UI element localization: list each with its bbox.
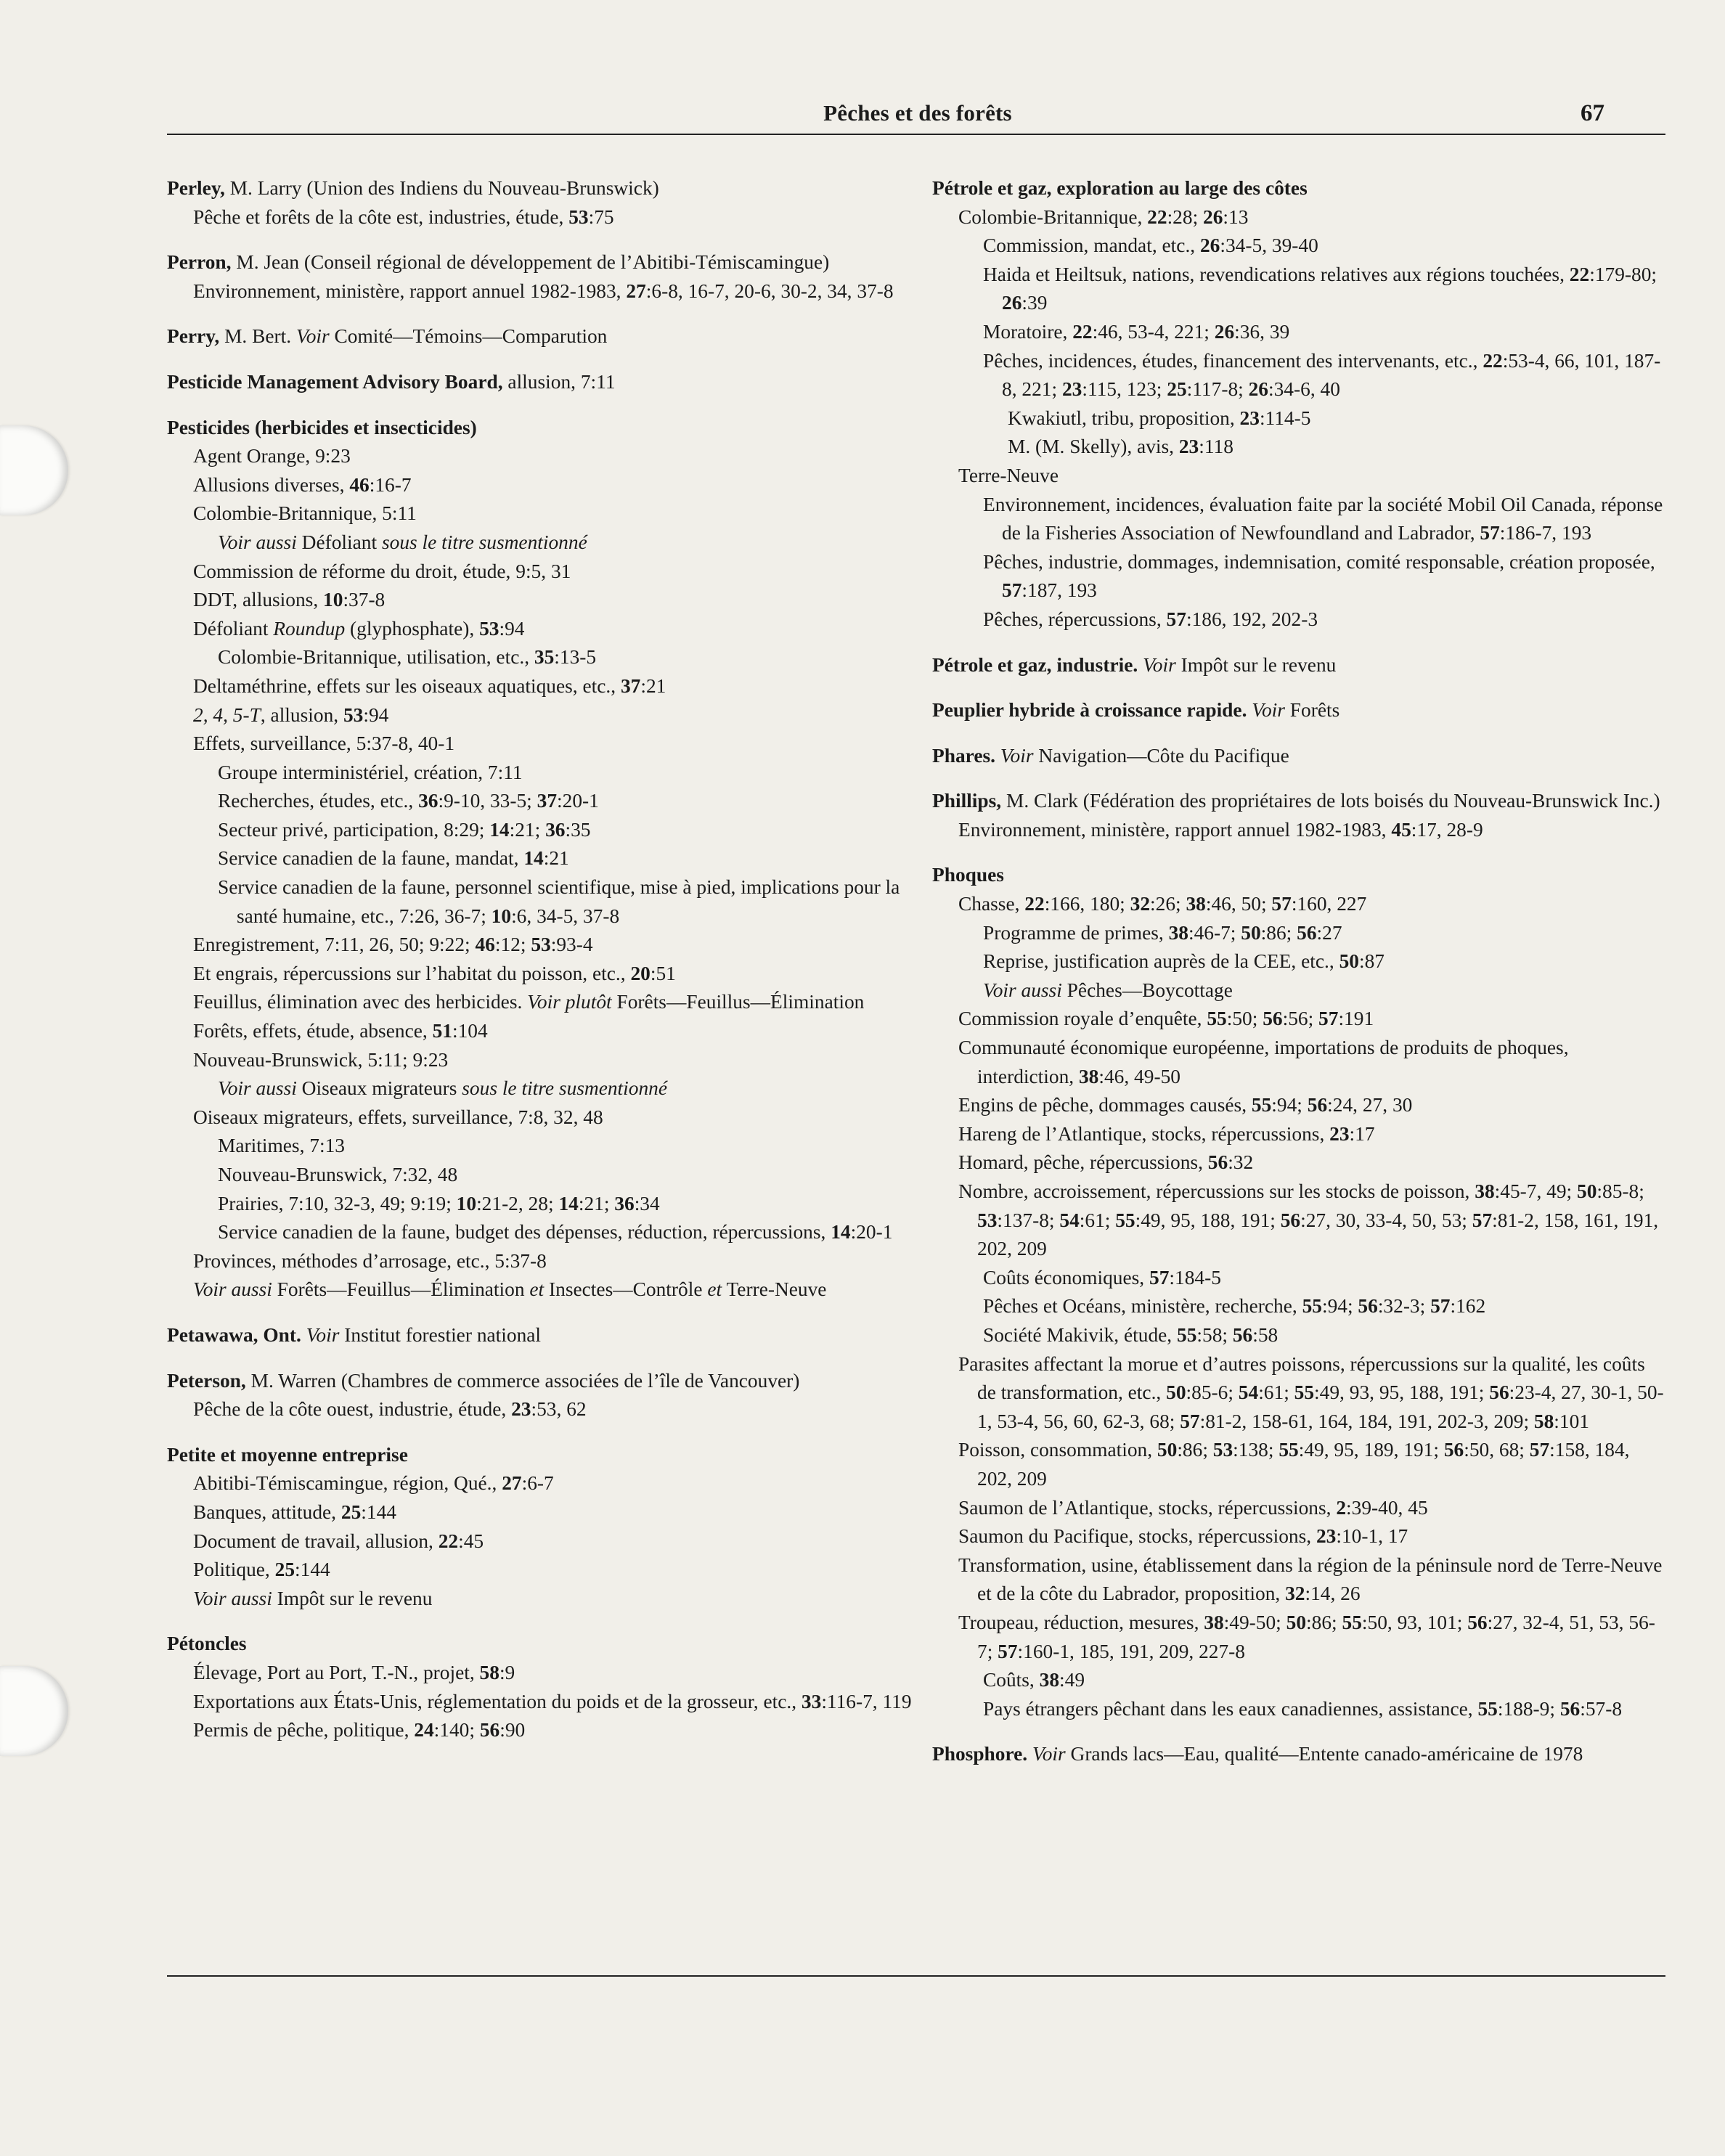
index-subentry: Pêche et forêts de la côte est, industries, étude, 53:75 bbox=[193, 205, 614, 228]
index-subentry: Effets, surveillance, 5:37-8, 40-1 bbox=[193, 732, 455, 755]
index-subentry: DDT, allusions, 10:37-8 bbox=[193, 589, 386, 611]
index-subentry: Pêches, incidences, études, financement des intervenants, etc., 22:53-4, 66, 101, 187-8, 221; 23:115, 123; 25:117-8; 26:34-6, 40 bbox=[983, 349, 1661, 401]
index-subentry: Deltaméthrine, effets sur les oiseaux aquatiques, etc., 37:21 bbox=[193, 674, 666, 697]
index-subentry: Saumon de l’Atlantique, stocks, répercussions, 2:39-40, 45 bbox=[958, 1496, 1428, 1519]
index-subentry: Haida et Heiltsuk, nations, revendications relatives aux régions touchées, 22:179-80; 26:39 bbox=[983, 263, 1657, 314]
index-heading: Pétrole et gaz, industrie. Voir Impôt sur le revenu bbox=[932, 653, 1337, 676]
index-heading: Pesticide Management Advisory Board, allusion, 7:11 bbox=[167, 370, 616, 393]
index-heading: Phares. Voir Navigation—Côte du Pacifique bbox=[932, 744, 1289, 767]
index-subentry: Enregistrement, 7:11, 26, 50; 9:22; 46:12; 53:93-4 bbox=[193, 934, 593, 956]
index-subentry: Abitibi-Témiscamingue, région, Qué., 27:6-7 bbox=[193, 1472, 554, 1495]
index-subentry: Prairies, 7:10, 32-3, 49; 9:19; 10:21-2, 28; 14:21; 36:34 bbox=[218, 1192, 660, 1214]
index-subentry: Pêche de la côte ouest, industrie, étude, 23:53, 62 bbox=[193, 1398, 587, 1421]
index-heading: Petawawa, Ont. Voir Institut forestier national bbox=[167, 1323, 542, 1346]
index-subentry: Moratoire, 22:46, 53-4, 221; 26:36, 39 bbox=[983, 320, 1290, 343]
index-subentry: Commission royale d’enquête, 55:50; 56:56; 57:191 bbox=[958, 1008, 1374, 1030]
index-subentry: Coûts économiques, 57:184-5 bbox=[983, 1266, 1221, 1289]
index-subentry: Hareng de l’Atlantique, stocks, répercussions, 23:17 bbox=[958, 1122, 1375, 1145]
binder-hole-bottom bbox=[0, 1666, 68, 1756]
index-subentry: Exportations aux États-Unis, réglementation du poids et de la grosseur, etc., 33:116-7, 119 bbox=[193, 1690, 912, 1712]
index-subentry: Voir aussi Pêches—Boycottage bbox=[983, 979, 1233, 1001]
index-subentry: Agent Orange, 9:23 bbox=[193, 445, 351, 467]
index-subentry: Service canadien de la faune, budget des dépenses, réduction, répercussions, 14:20-1 bbox=[218, 1221, 893, 1244]
index-subentry: Permis de pêche, politique, 24:140; 56:90 bbox=[193, 1719, 526, 1741]
index-subentry: Secteur privé, participation, 8:29; 14:21; 36:35 bbox=[218, 818, 591, 841]
index-subentry: Service canadien de la faune, personnel scientifique, mise à pied, implications pour la santé humaine, etc., 7:26, 36-7; 10:6, 34-5, 37-8 bbox=[218, 876, 900, 927]
index-subentry: Élevage, Port au Port, T.-N., projet, 58:9 bbox=[193, 1661, 515, 1683]
index-subentry: Document de travail, allusion, 22:45 bbox=[193, 1530, 484, 1552]
index-subentry: Transformation, usine, établissement dans la région de la péninsule nord de Terre-Neuve et de la côte du Labrador, proposition, 32:14, 26 bbox=[958, 1553, 1663, 1605]
index-subentry: Pêches, répercussions, 57:186, 192, 202-3 bbox=[983, 608, 1318, 630]
index-subentry: Programme de primes, 38:46-7; 50:86; 56:27 bbox=[983, 921, 1342, 944]
binder-hole-top bbox=[0, 425, 68, 515]
index-subentry: Environnement, ministère, rapport annuel 1982-1983, 27:6-8, 16-7, 20-6, 30-2, 34, 37-8 bbox=[193, 279, 894, 302]
index-subentry: Voir aussi Impôt sur le revenu bbox=[193, 1587, 433, 1609]
page-title: Pêches et des forêts bbox=[823, 100, 1012, 126]
index-subentry: Maritimes, 7:13 bbox=[218, 1135, 345, 1157]
index-subentry: Terre-Neuve bbox=[958, 464, 1059, 486]
index-subentry: Nombre, accroissement, répercussions sur les stocks de poisson, 38:45-7, 49; 50:85-8; 53:137-8; 54:61; 55:49, 95, 188, 191; 56:27, 30, 33-4, 50, 53; 57:81-2, 158, 161, 191, 202, 209 bbox=[958, 1180, 1659, 1260]
index-subentry: Forêts, effets, étude, absence, 51:104 bbox=[193, 1020, 488, 1042]
index-subentry: Service canadien de la faune, mandat, 14:21 bbox=[218, 847, 569, 870]
index-heading: Pesticides (herbicides et insecticides) bbox=[167, 416, 477, 438]
index-subentry: Provinces, méthodes d’arrosage, etc., 5:37-8 bbox=[193, 1249, 547, 1272]
index-subentry: Environnement, ministère, rapport annuel 1982-1983, 45:17, 28-9 bbox=[958, 818, 1483, 841]
index-subentry: Chasse, 22:166, 180; 32:26; 38:46, 50; 57:160, 227 bbox=[958, 893, 1367, 915]
index-subentry: Commission de réforme du droit, étude, 9:5, 31 bbox=[193, 560, 571, 582]
index-heading: Peterson, M. Warren (Chambres de commerce associées de l’île de Vancouver) bbox=[167, 1369, 800, 1392]
index-subentry: Colombie-Britannique, utilisation, etc., 35:13-5 bbox=[218, 646, 597, 669]
index-subentry: Kwakiutl, tribu, proposition, 23:114-5 bbox=[1008, 407, 1311, 429]
index-subentry: Environnement, incidences, évaluation faite par la société Mobil Oil Canada, réponse de la Fisheries Association of Newfoundland and Labrador, 57:186-7, 193 bbox=[983, 493, 1663, 544]
index-subentry: Homard, pêche, répercussions, 56:32 bbox=[958, 1151, 1254, 1174]
index-heading: Pétrole et gaz, exploration au large des côtes bbox=[932, 177, 1308, 199]
index-heading: Pétoncles bbox=[167, 1633, 247, 1655]
index-subentry: Politique, 25:144 bbox=[193, 1559, 330, 1581]
index-heading: Phosphore. Voir Grands lacs—Eau, qualité—Entente canado-américaine de 1978 bbox=[932, 1743, 1583, 1765]
running-head bbox=[167, 100, 1668, 136]
index-subentry: Feuillus, élimination avec des herbicides. Voir plutôt Forêts—Feuillus—Élimination bbox=[193, 991, 865, 1013]
index-subentry: Voir aussi Oiseaux migrateurs sous le titre susmentionné bbox=[218, 1077, 668, 1100]
index-subentry: Banques, attitude, 25:144 bbox=[193, 1500, 396, 1523]
index-subentry: Engins de pêche, dommages causés, 55:94; 56:24, 27, 30 bbox=[958, 1094, 1413, 1116]
index-subentry: Oiseaux migrateurs, effets, surveillance, 7:8, 32, 48 bbox=[193, 1106, 603, 1128]
index-subentry: Reprise, justification auprès de la CEE, etc., 50:87 bbox=[983, 950, 1385, 973]
index-subentry: Colombie-Britannique, 5:11 bbox=[193, 502, 417, 525]
index-heading: Peuplier hybride à croissance rapide. Voir Forêts bbox=[932, 699, 1340, 722]
index-subentry: Allusions diverses, 46:16-7 bbox=[193, 473, 412, 496]
index-subentry: M. (M. Skelly), avis, 23:118 bbox=[1008, 436, 1233, 458]
index-heading: Perry, M. Bert. Voir Comité—Témoins—Comparution bbox=[167, 325, 608, 348]
index-subentry: Troupeau, réduction, mesures, 38:49-50; 50:86; 55:50, 93, 101; 56:27, 32-4, 51, 53, 56-7; 57:160-1, 185, 191, 209, 227-8 bbox=[958, 1611, 1655, 1662]
index-subentry: Nouveau-Brunswick, 5:11; 9:23 bbox=[193, 1048, 449, 1071]
index-subentry: Nouveau-Brunswick, 7:32, 48 bbox=[218, 1164, 458, 1185]
index-subentry: Parasites affectant la morue et d’autres poissons, répercussions sur la qualité, les coûts de transformation, etc., 50:85-6; 54:61; 55:49, 93, 95, 188, 191; 56:23-4, 27, 30-1, 50-1, 53-4, 56, 60, 62-3, 68; 57:81-2, 158-61, 164, 184, 191, 202-3, 209; 58:101 bbox=[958, 1352, 1664, 1432]
index-column-left bbox=[167, 174, 922, 1745]
index-subentry: Voir aussi Défoliant sous le titre susmentionné bbox=[218, 531, 587, 553]
index-subentry: Coûts, 38:49 bbox=[983, 1669, 1085, 1691]
index-heading: Phoques bbox=[932, 864, 1004, 886]
index-heading: Petite et moyenne entreprise bbox=[167, 1443, 408, 1466]
index-subentry: Défoliant Roundup (glyphosphate), 53:94 bbox=[193, 617, 525, 640]
index-subentry: Colombie-Britannique, 22:28; 26:13 bbox=[958, 205, 1249, 228]
page-number: 67 bbox=[1581, 100, 1604, 126]
index-subentry: Société Makivik, étude, 55:58; 56:58 bbox=[983, 1323, 1279, 1346]
index-subentry: Et engrais, répercussions sur l’habitat du poisson, etc., 20:51 bbox=[193, 962, 676, 984]
index-subentry: 2, 4, 5-T, allusion, 53:94 bbox=[193, 703, 389, 726]
index-column-right bbox=[932, 174, 1665, 1769]
index-subentry: Voir aussi Forêts—Feuillus—Élimination et Insectes—Contrôle et Terre-Neuve bbox=[193, 1278, 827, 1301]
header-rule bbox=[167, 134, 1665, 135]
index-heading: Perron, M. Jean (Conseil régional de développement de l’Abitibi-Témiscamingue) bbox=[167, 251, 830, 274]
index-subentry: Pays étrangers pêchant dans les eaux canadiennes, assistance, 55:188-9; 56:57-8 bbox=[983, 1697, 1623, 1720]
index-subentry: Groupe interministériel, création, 7:11 bbox=[218, 761, 523, 783]
footer-rule bbox=[167, 1975, 1665, 1977]
index-heading: Phillips, M. Clark (Fédération des propriétaires de lots boisés du Nouveau-Brunswick Inc.) bbox=[932, 790, 1660, 812]
index-subentry: Saumon du Pacifique, stocks, répercussions, 23:10-1, 17 bbox=[958, 1525, 1408, 1548]
index-subentry: Recherches, études, etc., 36:9-10, 33-5; 37:20-1 bbox=[218, 790, 599, 812]
index-subentry: Pêches, industrie, dommages, indemnisation, comité responsable, création proposée, 57:187, 193 bbox=[983, 550, 1655, 602]
index-subentry: Communauté économique européenne, importations de produits de phoques, interdiction, 38:46, 49-50 bbox=[958, 1037, 1569, 1087]
index-subentry: Commission, mandat, etc., 26:34-5, 39-40 bbox=[983, 234, 1318, 257]
index-heading: Perley, M. Larry (Union des Indiens du Nouveau-Brunswick) bbox=[167, 177, 659, 199]
index-subentry: Pêches et Océans, ministère, recherche, 55:94; 56:32-3; 57:162 bbox=[983, 1295, 1486, 1318]
index-subentry: Poisson, consommation, 50:86; 53:138; 55:49, 95, 189, 191; 56:50, 68; 57:158, 184, 202, 209 bbox=[958, 1439, 1630, 1490]
